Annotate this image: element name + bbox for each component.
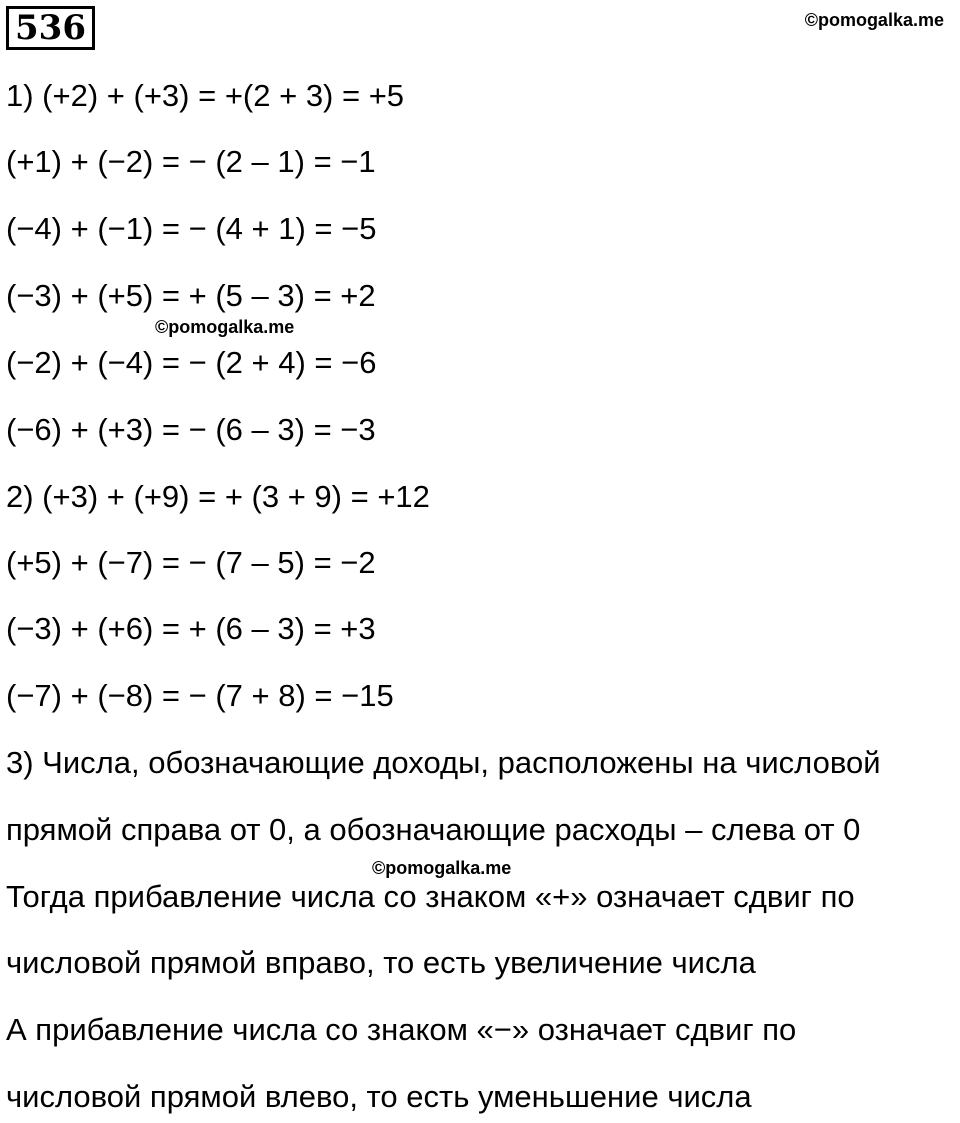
line-16: числовой прямой влево, то есть уменьшение числа bbox=[6, 1079, 752, 1114]
line-15: А прибавление числа со знаком «−» означает сдвиг по bbox=[6, 1012, 797, 1047]
line-5: (−2) + (−4) = − (2 + 4) = −6 bbox=[6, 345, 377, 380]
line-13: Тогда прибавление числа со знаком «+» означает сдвиг по bbox=[6, 879, 855, 914]
line-12: прямой справа от 0, а обозначающие расходы – слева от 0 bbox=[6, 812, 861, 847]
line-8: (+5) + (−7) = − (7 – 5) = −2 bbox=[6, 545, 376, 580]
line-4: (−3) + (+5) = + (5 – 3) = +2 bbox=[6, 278, 376, 313]
task-number: 536 bbox=[6, 6, 95, 50]
line-10: (−7) + (−8) = − (7 + 8) = −15 bbox=[6, 678, 394, 713]
watermark-middle-1: ©pomogalka.me bbox=[155, 317, 295, 337]
line-6: (−6) + (+3) = − (6 – 3) = −3 bbox=[6, 412, 376, 447]
watermark-middle-2: ©pomogalka.me bbox=[372, 858, 512, 878]
line-3: (−4) + (−1) = − (4 + 1) = −5 bbox=[6, 211, 377, 246]
line-1: 1) (+2) + (+3) = +(2 + 3) = +5 bbox=[6, 78, 405, 113]
line-9: (−3) + (+6) = + (6 – 3) = +3 bbox=[6, 611, 376, 646]
line-7: 2) (+3) + (+9) = + (3 + 9) = +12 bbox=[6, 479, 430, 514]
watermark-top: ©pomogalka.me bbox=[804, 10, 944, 30]
line-14: числовой прямой вправо, то есть увеличение числа bbox=[6, 945, 756, 980]
line-11: 3) Числа, обозначающие доходы, расположены на числовой bbox=[6, 745, 881, 780]
line-2: (+1) + (−2) = − (2 – 1) = −1 bbox=[6, 144, 376, 179]
